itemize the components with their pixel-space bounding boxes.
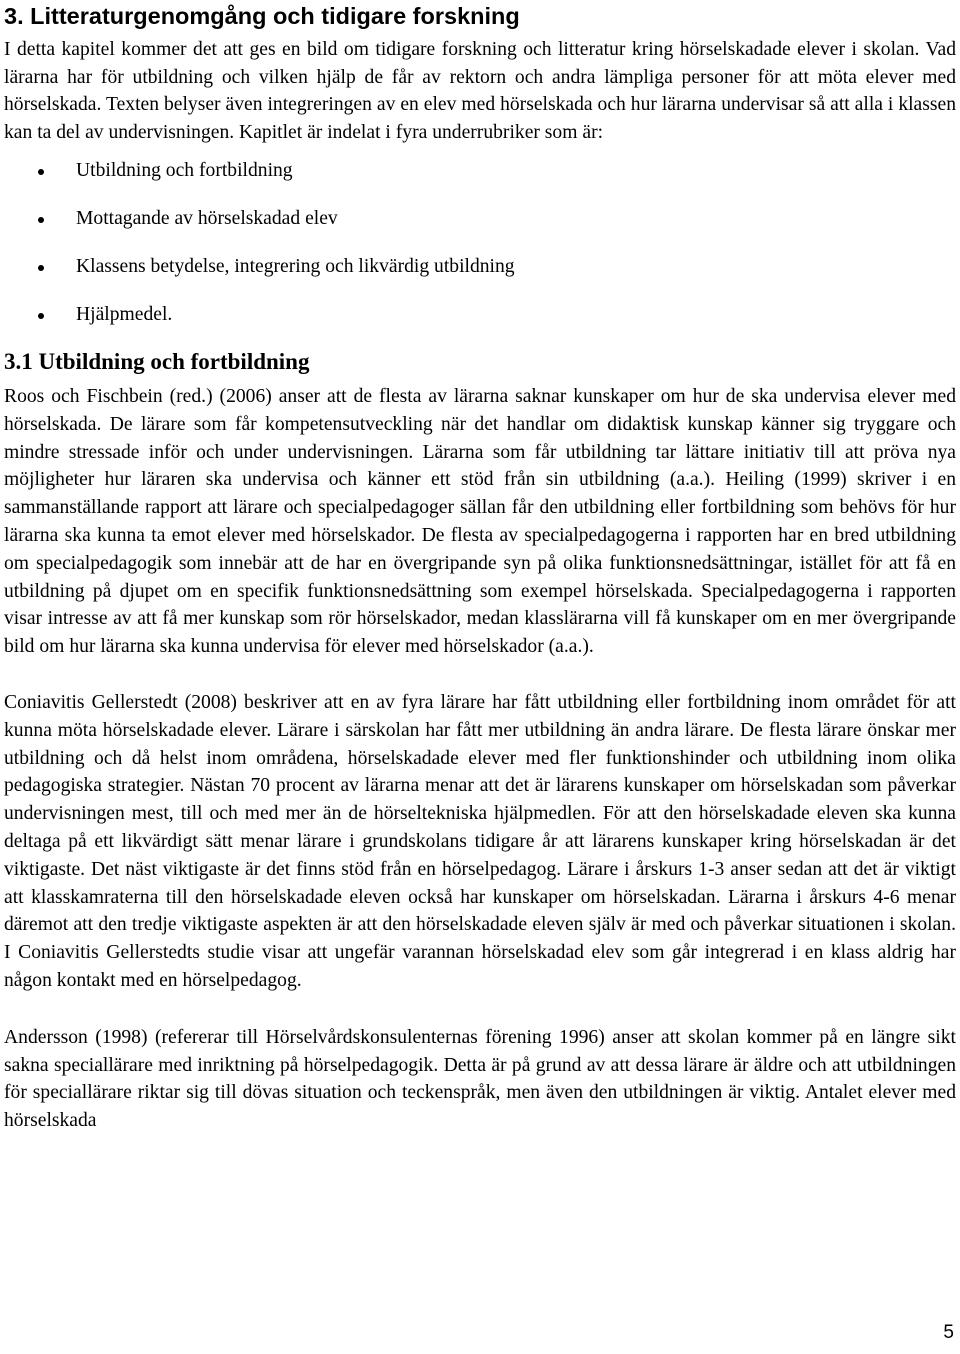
subheading-list — [4, 159, 956, 351]
body-paragraph: Andersson (1998) (refererar till Hörselvårdskonsulenternas förening 1996) anser att skolan kommer på en längre sikt sakna speciallärare med inriktning på hörselpedagogik. Detta är på grund av att dessa lärare är äldre och att utbildningen för speciallärare riktar sig till dövas situation och teckenspråk, men även den utbildningen är viktig. Antalet elever med hörselskada — [4, 1026, 956, 1132]
list-item-text: Mottagande av hörselskadad elev — [76, 208, 338, 229]
section-heading: 3. Litteraturgenomgång och tidigare forskning — [4, 3, 520, 29]
bullet-icon — [38, 169, 44, 175]
intro-paragraph: I detta kapitel kommer det att ges en bild om tidigare forskning och litteratur kring hörselskadade elever i skolan. Vad lärarna har för utbildning och vilken hjälp de får av rektorn och andra lämpliga personer för att möta elever med hörselskada. Texten belyser även integreringen av en elev med hörselskada och hur lärarna undervisar så att alla i klassen kan ta del av undervisningen. Kapitlet är indelat i fyra underrubriker som är: — [4, 39, 956, 143]
list-item-text: Utbildning och fortbildning — [76, 160, 293, 181]
bullet-icon — [38, 265, 44, 271]
bullet-icon — [38, 217, 44, 223]
bullet-icon — [38, 313, 44, 319]
list-item — [4, 255, 956, 303]
body-paragraph: Coniavitis Gellerstedt (2008) beskriver att en av fyra lärare har fått utbildning eller fortbildning inom området för att kunna möta hörselskadade elever. Lärare i särskolan har fått mer utbildning än andra lärare. De flesta lärare önskar mer utbildning och då helst inom områdena, hörselskadade elever med fler funktionshinder och utbildning inom olika pedagogiska strategier. Nästan 70 procent av lärarna menar att det är lärarens kunskaper om hörselskadan som påverkar undervisningen mest, till och med mer än de hörseltekniska hjälpmedlen. För att den hörselskadade eleven ska kunna deltaga på ett likvärdigt sätt menar lärare i grundskolans tidigare år att lärarens kunskaper kring hörselskadan är det viktigaste. Det näst viktigaste är det finns stöd från en hörselpedagog. Lärare i årskurs 1-3 anser sedan att det är viktigt att klasskamraterna till den hörselskadade eleven också har kunskaper om hörselskadan. Lärarna i årskurs 4-6 menar däremot att den tredje viktigaste aspekten är att den hörselskadade eleven själv är med och påverkar situationen i skolan. I Coniavitis Gellerstedts studie visar att ungefär varannan hörselskadad elev som går integrerad i en klass aldrig har någon kontakt med en hörselpedagog. — [4, 691, 956, 991]
list-item — [4, 159, 956, 207]
page-number: 5 — [943, 1322, 954, 1343]
list-item-text: Klassens betydelse, integrering och likvärdig utbildning — [76, 256, 515, 277]
list-item-text: Hjälpmedel. — [76, 304, 173, 325]
subsection-heading: 3.1 Utbildning och fortbildning — [4, 349, 310, 374]
list-item — [4, 303, 956, 351]
list-item — [4, 207, 956, 255]
body-paragraph: Roos och Fischbein (red.) (2006) anser att de flesta av lärarna saknar kunskaper om hur de ska undervisa elever med hörselskada. De lärare som får kompetensutveckling när det handlar om didaktisk kunskap känner sig tryggare och mindre stressade inför och under undervisningen. Lärarna som får utbildning tar lättare initiativ till att pröva nya möjligheter hur läraren ska undervisa och känner ett stöd från sin utbildning (a.a.). Heiling (1999) skriver i en sammanställande rapport att lärare och specialpedagoger sällan får den utbildning eller fortbildning som behövs för hur lärarna ska kunna ta emot elever med hörselskador. De flesta av specialpedagogerna i rapporten har en bred utbildning om specialpedagogik som innebär att de har en övergripande syn på olika funktionsnedsättningar, istället för att få en utbildning på djupet om en specifik funktionsnedsättning som exempel hörselskada. Specialpedagogerna i rapporten visar intresse av att få mer kunskap som rör hörselskador, medan klasslärarna vill få kunskaper om en mer övergripande bild om hur lärarna ska kunna undervisa för elever med hörselskador (a.a.). — [4, 386, 956, 658]
document-page — [4, 0, 956, 1354]
